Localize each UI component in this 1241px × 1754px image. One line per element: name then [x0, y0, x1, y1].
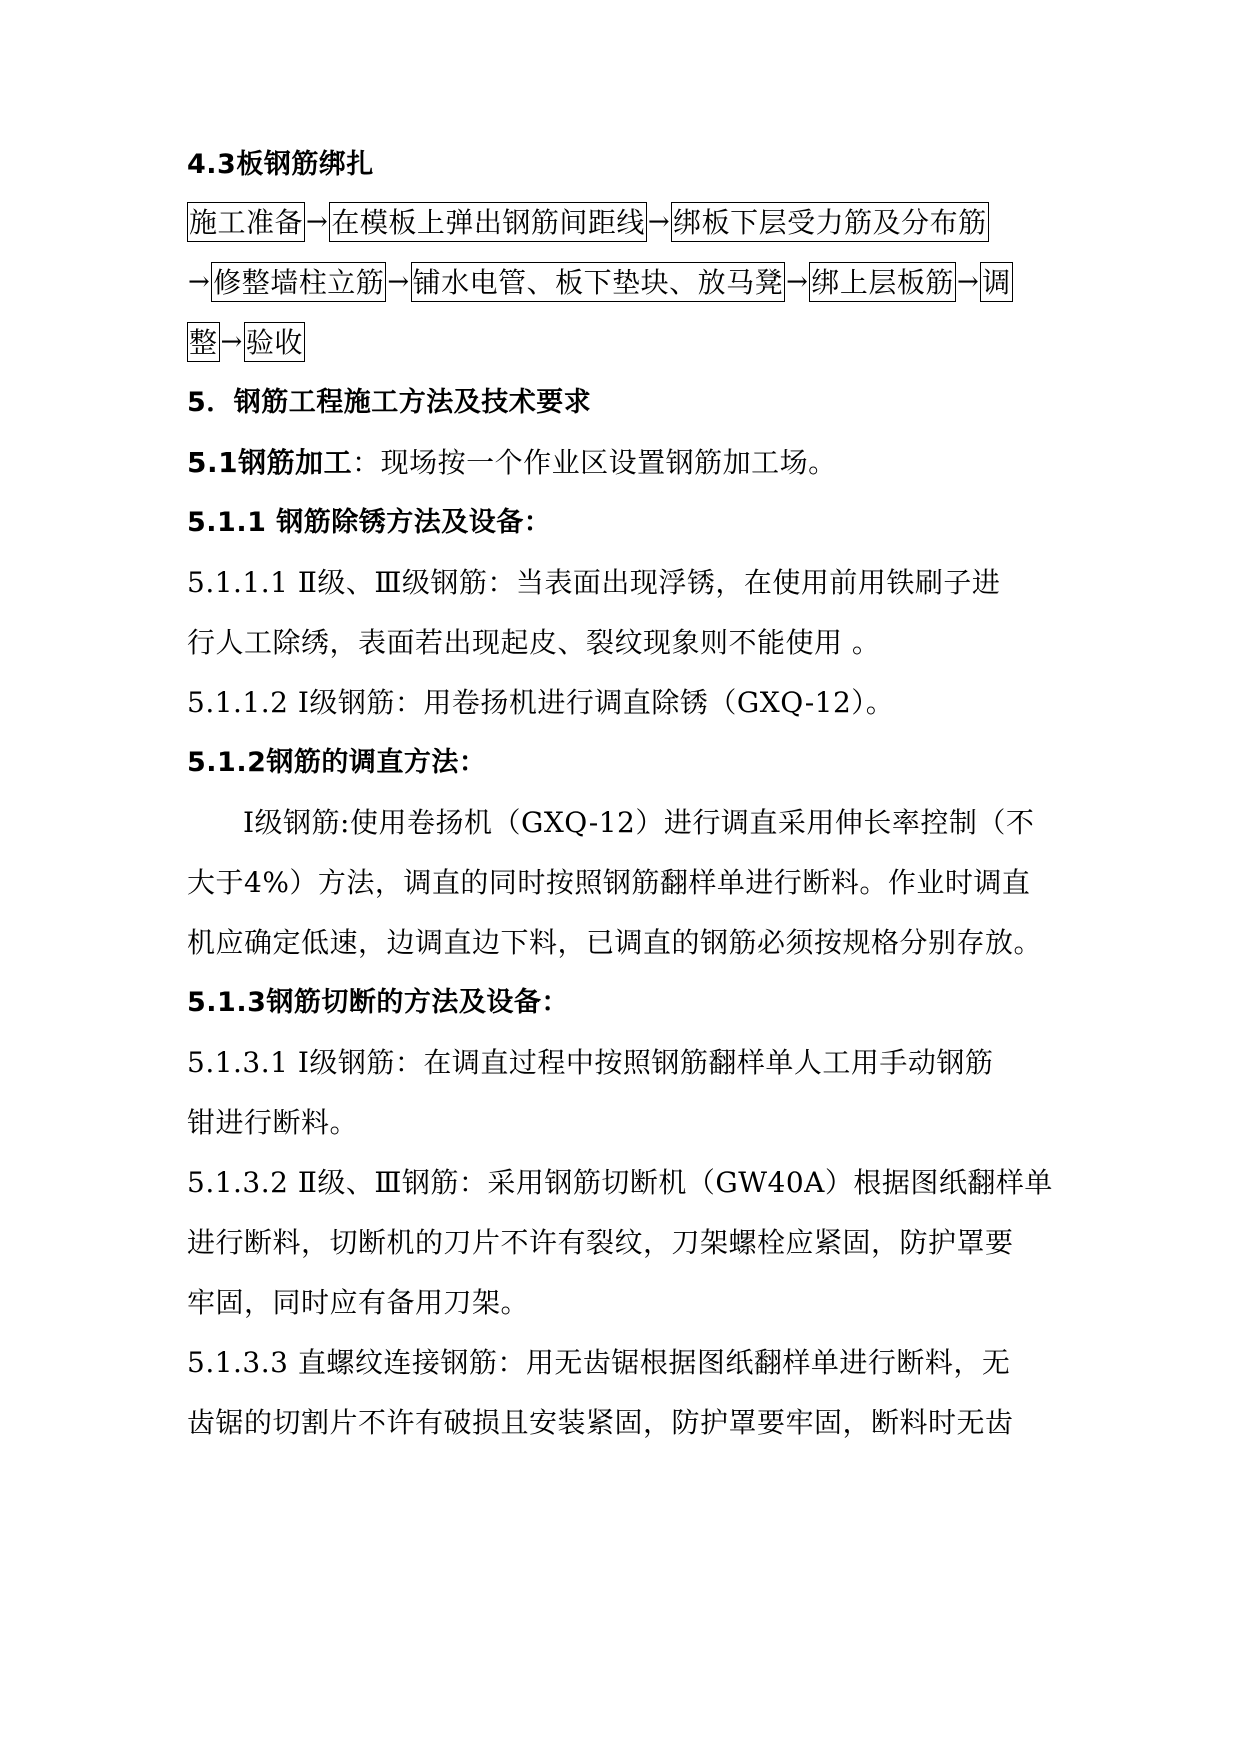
flow-step-8: 验收 — [244, 322, 305, 362]
flow-arrow: → — [956, 267, 980, 297]
flow-arrow: → — [647, 207, 671, 237]
para-5-1-title: 5.1钢筋加工 — [187, 446, 353, 479]
para-5-1-1-1-line2: 行人工除绣，表面若出现起皮、裂纹现象则不能使用 。 — [187, 626, 881, 659]
para-5-1-2-line1: Ⅰ级钢筋:使用卷扬机（GXQ-12）进行调直采用伸长率控制（不 — [243, 806, 1035, 839]
para-5-1-3-3-line1: 5.1.3.3 直螺纹连接钢筋：用无齿锯根据图纸翻样单进行断料，无 — [187, 1346, 1011, 1379]
flow-line-2 — [187, 262, 1067, 302]
flow-line-1 — [187, 202, 1067, 242]
flow-step-1: 施工准备 — [187, 202, 305, 242]
flow-arrow: → — [306, 207, 329, 237]
para-5-1-1-1-line1: 5.1.1.1 Ⅱ级、Ⅲ级钢筋：当表面出现浮锈，在使用前用铁刷子进 — [187, 566, 1001, 599]
flow-arrow: → — [786, 267, 809, 297]
flow-step-3: 绑板下层受力筋及分布筋 — [671, 202, 989, 242]
para-5-1-3-2-line1: 5.1.3.2 Ⅱ级、Ⅲ钢筋：采用钢筋切断机（GW40A）根据图纸翻样单 — [187, 1166, 1053, 1199]
flow-step-4: 修整墙柱立筋 — [211, 262, 386, 302]
heading-5-1-2: 5.1.2钢筋的调直方法： — [187, 747, 487, 778]
heading-4-3: 4.3板钢筋绑扎 — [187, 149, 374, 180]
flow-step-2: 在模板上弹出钢筋间距线 — [329, 202, 647, 242]
flow-arrow: → — [387, 267, 410, 297]
flow-arrow: → — [188, 267, 211, 297]
para-5-1-3-3-line2: 齿锯的切割片不许有破损且安装紧固，防护罩要牢固，断料时无齿 — [187, 1406, 1014, 1439]
flow-arrow: → — [220, 327, 243, 357]
para-5-1-3-2-line2: 进行断料，切断机的刀片不许有裂纹，刀架螺栓应紧固，防护罩要 — [187, 1226, 1014, 1259]
para-5-1-3-2-line3: 牢固，同时应有备用刀架。 — [187, 1286, 530, 1319]
para-5-1-3-1-line2: 钳进行断料。 — [187, 1106, 359, 1139]
para-5-1-2-line3: 机应确定低速，边调直边下料，已调直的钢筋必须按规格分别存放。 — [187, 926, 1043, 959]
flow-step-5: 铺水电管、板下垫块、放马凳 — [411, 262, 786, 302]
flow-line-3 — [187, 322, 1067, 362]
flow-step-7b: 整 — [187, 322, 220, 362]
heading-5: 5．钢筋工程施工方法及技术要求 — [187, 387, 592, 418]
heading-5-1-1: 5.1.1 钢筋除锈方法及设备： — [187, 507, 552, 538]
para-5-1-text: ：现场按一个作业区设置钢筋加工场。 — [352, 446, 837, 479]
heading-5-1-3: 5.1.3钢筋切断的方法及设备： — [187, 987, 569, 1018]
para-5-1-3-1-line1: 5.1.3.1 Ⅰ级钢筋：在调直过程中按照钢筋翻样单人工用手动钢筋 — [187, 1046, 994, 1079]
para-5-1-2-line2: 大于4%）方法，调直的同时按照钢筋翻样单进行断料。作业时调直 — [187, 866, 1031, 899]
para-5-1 — [187, 443, 1067, 483]
flow-step-6: 绑上层板筋 — [809, 262, 956, 302]
para-5-1-1-2: 5.1.1.2 Ⅰ级钢筋：用卷扬机进行调直除锈（GXQ-12）。 — [187, 686, 895, 719]
flow-step-7a: 调 — [980, 262, 1013, 302]
